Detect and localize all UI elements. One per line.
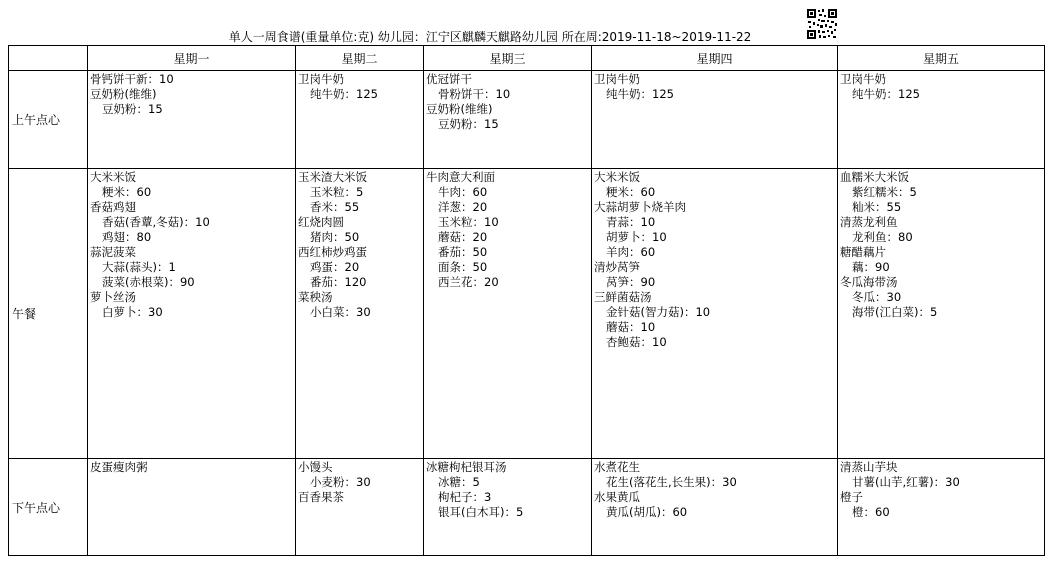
menu-cell	[424, 459, 592, 556]
dish-name: 菜秧汤	[298, 290, 333, 304]
ingredient: 面条：50	[438, 260, 488, 274]
dish-name: 水煮花生	[594, 460, 640, 474]
dish-name: 水果黄瓜	[594, 490, 640, 504]
dish-name: 蒜泥菠菜	[90, 245, 136, 259]
ingredient: 香米：55	[310, 200, 360, 214]
ingredient: 猪肉：50	[310, 230, 360, 244]
dish-name: 玉米渣大米饭	[298, 170, 367, 184]
ingredient: 鸡蛋：20	[310, 260, 360, 274]
dish-name: 豆奶粉(维维)	[426, 102, 493, 116]
ingredient: 青蒜：10	[606, 215, 656, 229]
menu-cell	[592, 169, 838, 459]
dish-name: 牛肉意大利面	[426, 170, 495, 184]
ingredient: 冰糖：5	[438, 475, 480, 489]
day-header-fri: 星期五	[838, 46, 1045, 71]
qr-code-icon	[806, 8, 838, 40]
dish-name: 香菇鸡翅	[90, 200, 136, 214]
page-title: 单人一周食谱(重量单位:克) 幼儿园：江宁区麒麟天麒路幼儿园 所在周:2019-11-18~2019-11-22	[228, 30, 752, 44]
dish-name: 清蒸山芋块	[840, 460, 898, 474]
dish-name: 大蒜胡萝卜烧羊肉	[594, 200, 686, 214]
ingredient: 黄瓜(胡瓜)：60	[606, 505, 688, 519]
ingredient: 玉米粒：10	[438, 215, 499, 229]
weekly-menu-table	[8, 45, 1045, 556]
ingredient: 紫红糯米：5	[852, 185, 917, 199]
dish-name: 优冠饼干	[426, 72, 472, 86]
ingredient: 粳米：60	[102, 185, 152, 199]
ingredient: 海带(江白菜)：5	[852, 305, 938, 319]
lunch-row	[9, 169, 1045, 459]
ingredient: 金针菇(智力菇)：10	[606, 305, 711, 319]
ingredient: 西兰花：20	[438, 275, 499, 289]
day-header-mon: 星期一	[88, 46, 296, 71]
ingredient: 银耳(白木耳)：5	[438, 505, 524, 519]
ingredient: 骨粉饼干：10	[438, 87, 511, 101]
dish-name: 小馒头	[298, 460, 333, 474]
dish-name: 皮蛋瘦肉粥	[90, 460, 148, 474]
ingredient: 玉米粒：5	[310, 185, 364, 199]
ingredient: 藕：90	[852, 260, 890, 274]
day-header-thu: 星期四	[592, 46, 838, 71]
menu-cell	[424, 169, 592, 459]
ingredient: 纯牛奶：125	[852, 87, 920, 101]
day-header-wed: 星期三	[424, 46, 592, 71]
ingredient: 甘薯(山芋,红薯)：30	[852, 475, 960, 489]
dish-name: 冰糖枸杞银耳汤	[426, 460, 507, 474]
dish-name: 橙子	[840, 490, 863, 504]
ingredient: 白萝卜：30	[102, 305, 163, 319]
dish-name: 西红柿炒鸡蛋	[298, 245, 367, 259]
menu-cell	[838, 71, 1045, 169]
ingredient: 豆奶粉：15	[438, 117, 499, 131]
dish-name: 卫岗牛奶	[594, 72, 640, 86]
dish-name: 卫岗牛奶	[298, 72, 344, 86]
meal-label: 下午点心	[9, 459, 88, 556]
ingredient: 小白菜：30	[310, 305, 371, 319]
ingredient: 番茄：120	[310, 275, 367, 289]
ingredient: 莴笋：90	[606, 275, 656, 289]
menu-cell	[88, 169, 296, 459]
ingredient: 豆奶粉：15	[102, 102, 163, 116]
menu-cell	[296, 71, 424, 169]
dish-name: 大米米饭	[90, 170, 136, 184]
menu-cell	[592, 459, 838, 556]
ingredient: 胡萝卜：10	[606, 230, 667, 244]
ingredient: 蘑菇：20	[438, 230, 488, 244]
ingredient: 番茄：50	[438, 245, 488, 259]
menu-cell	[88, 459, 296, 556]
ingredient: 小麦粉：30	[310, 475, 371, 489]
ingredient: 枸杞子：3	[438, 490, 492, 504]
ingredient: 鸡翅：80	[102, 230, 152, 244]
morning-snack-row	[9, 71, 1045, 169]
ingredient: 花生(落花生,长生果)：30	[606, 475, 737, 489]
dish-name: 糖醋藕片	[840, 245, 886, 259]
menu-cell	[296, 169, 424, 459]
dish-name: 清炒莴笋	[594, 260, 640, 274]
ingredient: 大蒜(蒜头)：1	[102, 260, 176, 274]
menu-cell	[838, 459, 1045, 556]
ingredient: 粳米：60	[606, 185, 656, 199]
dish-name: 冬瓜海带汤	[840, 275, 898, 289]
afternoon-snack-row	[9, 459, 1045, 556]
menu-cell	[296, 459, 424, 556]
ingredient: 纯牛奶：125	[606, 87, 674, 101]
ingredient: 纯牛奶：125	[310, 87, 378, 101]
dish-name: 大米米饭	[594, 170, 640, 184]
ingredient: 橙：60	[852, 505, 890, 519]
meal-label: 上午点心	[9, 71, 88, 169]
menu-cell	[592, 71, 838, 169]
ingredient: 菠菜(赤根菜)：90	[102, 275, 195, 289]
dish-name: 骨钙饼干新：10	[90, 72, 174, 86]
day-header-tue: 星期二	[296, 46, 424, 71]
ingredient: 籼米：55	[852, 200, 902, 214]
ingredient: 龙利鱼：80	[852, 230, 913, 244]
ingredient: 杏鲍菇：10	[606, 335, 667, 349]
corner-cell	[9, 46, 88, 71]
header-row	[9, 46, 1045, 71]
dish-name: 血糯米大米饭	[840, 170, 909, 184]
menu-cell	[88, 71, 296, 169]
meal-label: 午餐	[9, 169, 88, 459]
ingredient: 羊肉：60	[606, 245, 656, 259]
ingredient: 冬瓜：30	[852, 290, 902, 304]
ingredient: 香菇(香蕈,冬菇)：10	[102, 215, 210, 229]
ingredient: 洋葱：20	[438, 200, 488, 214]
dish-name: 萝卜丝汤	[90, 290, 136, 304]
menu-cell	[838, 169, 1045, 459]
dish-name: 红烧肉圆	[298, 215, 344, 229]
dish-name: 卫岗牛奶	[840, 72, 886, 86]
menu-cell	[424, 71, 592, 169]
dish-name: 豆奶粉(维维)	[90, 87, 157, 101]
dish-name: 清蒸龙利鱼	[840, 215, 898, 229]
dish-name: 三鲜菌菇汤	[594, 290, 652, 304]
ingredient: 蘑菇：10	[606, 320, 656, 334]
dish-name: 百香果茶	[298, 490, 344, 504]
ingredient: 牛肉：60	[438, 185, 488, 199]
